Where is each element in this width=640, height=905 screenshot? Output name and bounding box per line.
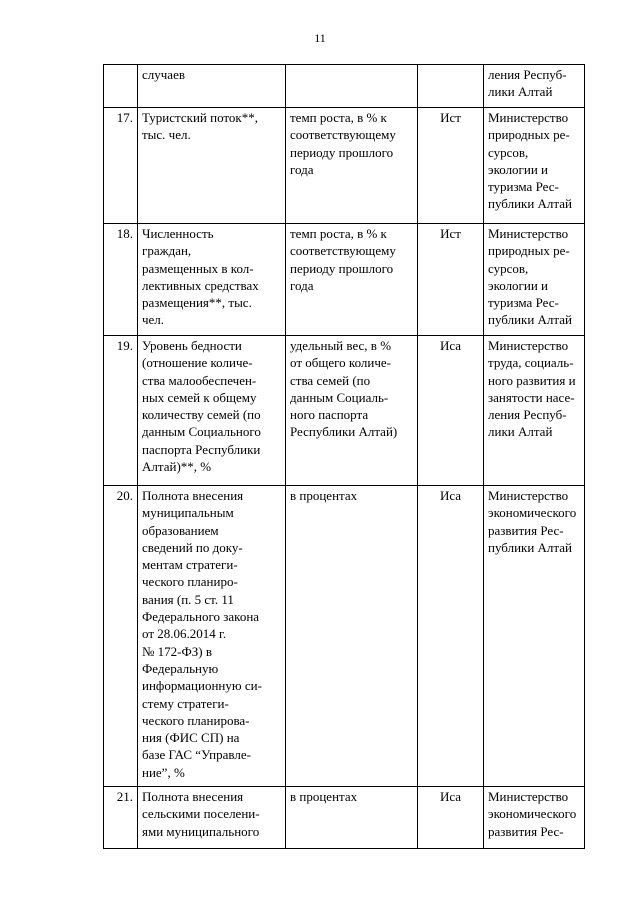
table-row [104, 108, 585, 224]
data-source [418, 65, 484, 108]
indicator-name: Численность граждан, размещенных в кол- лективных средствах размещения**, тыс. чел. [138, 224, 286, 336]
row-number: 19. [104, 336, 138, 486]
responsible-body: Министерство экономического развития Рес- [484, 787, 585, 849]
responsible-body: Министерство природных ре- сурсов, экологии и туризма Рес- публики Алтай [484, 224, 585, 336]
indicators-table [103, 64, 585, 849]
table-row [104, 787, 585, 849]
table-row [104, 486, 585, 787]
measurement-unit [286, 65, 418, 108]
indicator-name: Уровень бедности (отношение количе- ства малообеспечен- ных семей к общему количеству семей (по данным Социального паспорта Республики Алтай)**, % [138, 336, 286, 486]
table-row [104, 224, 585, 336]
data-source: Иса [418, 486, 484, 787]
responsible-body: Министерство труда, социаль- ного развития и занятости насе- ления Респуб- лики Алтай [484, 336, 585, 486]
responsible-body: Министерство природных ре- сурсов, экологии и туризма Рес- публики Алтай [484, 108, 585, 224]
measurement-unit: в процентах [286, 486, 418, 787]
row-number [104, 65, 138, 108]
data-source: Ист [418, 108, 484, 224]
table-row [104, 65, 585, 108]
measurement-unit: в процентах [286, 787, 418, 849]
indicator-name: Полнота внесения сельскими поселени- ями муниципального [138, 787, 286, 849]
indicator-name: Туристский поток**, тыс. чел. [138, 108, 286, 224]
responsible-body: ления Респуб- лики Алтай [484, 65, 585, 108]
data-source: Иса [418, 336, 484, 486]
indicator-name: Полнота внесения муниципальным образованием сведений по доку- ментам стратеги- ческого планиро- вания (п. 5 ст. 11 Федерального закона от 28.06.2014 г. № 172-ФЗ) в Федеральную информационную си- стему стратеги- ческого планирова- ния (ФИС СП) на базе ГАС “Управле- ние”, % [138, 486, 286, 787]
indicator-name: случаев [138, 65, 286, 108]
data-source: Иса [418, 787, 484, 849]
measurement-unit: темп роста, в % к соответствующему периоду прошлого года [286, 224, 418, 336]
row-number: 21. [104, 787, 138, 849]
measurement-unit: темп роста, в % к соответствующему периоду прошлого года [286, 108, 418, 224]
table-row [104, 336, 585, 486]
row-number: 20. [104, 486, 138, 787]
row-number: 18. [104, 224, 138, 336]
page-number: 11 [314, 31, 326, 45]
data-source: Ист [418, 224, 484, 336]
row-number: 17. [104, 108, 138, 224]
measurement-unit: удельный вес, в % от общего количе- ства семей (по данным Социаль- ного паспорта Республики Алтай) [286, 336, 418, 486]
responsible-body: Министерство экономического развития Рес- публики Алтай [484, 486, 585, 787]
